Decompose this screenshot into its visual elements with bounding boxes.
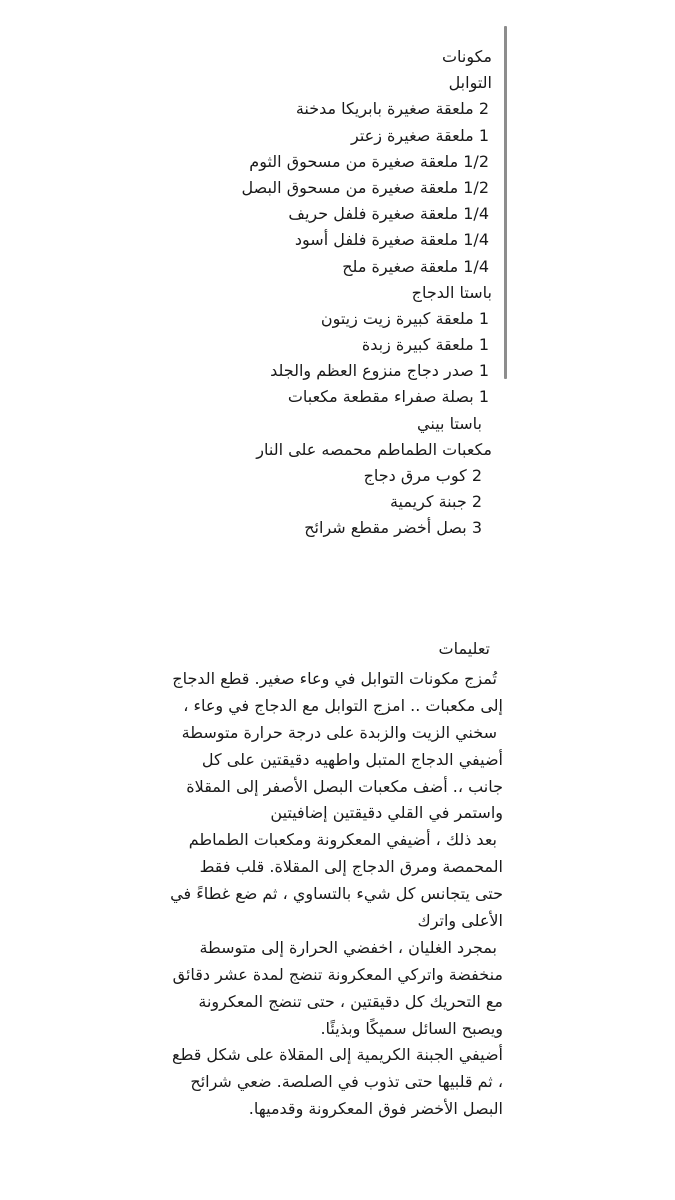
chicken-item: 1 ملعقة كبيرة زبدة <box>361 335 489 355</box>
instruction-line: ، ثم قلبيها حتى تذوب في الصلصة. ضعي شرائح <box>190 1072 503 1092</box>
instruction-line: البصل الأخضر فوق المعكرونة وقدميها. <box>248 1099 503 1119</box>
instruction-line: حتى يتجانس كل شيء بالتساوي ، ثم ضع غطاءً في <box>170 884 503 904</box>
instruction-line: مع التحريك كل دقيقتين ، حتى تنضج المعكرونة <box>198 991 503 1011</box>
other-item: 2 كوب مرق دجاج <box>363 466 482 485</box>
instruction-line: سخني الزيت والزبدة على درجة حرارة متوسطة <box>181 722 497 742</box>
instruction-line: واستمر في القلي دقيقتين إضافيتين <box>270 803 503 823</box>
instruction-line: بعد ذلك ، أضيفي المعكرونة ومكعبات الطماطم <box>188 830 497 850</box>
instruction-line: تُمزج مكونات التوابل في وعاء صغير. قطع الدجاج <box>172 669 497 688</box>
chicken-item: 1 بصلة صفراء مقطعة مكعبات <box>287 387 489 407</box>
other-item: 3 بصل أخضر مقطع شرائح <box>304 518 482 538</box>
instructions-body <box>131 666 503 1123</box>
chicken-item: 1 ملعقة كبيرة زيت زيتون <box>320 308 489 328</box>
chicken-item: 1 صدر دجاج منزوع العظم والجلد <box>270 361 489 381</box>
chicken-pasta-heading: باستا الدجاج <box>411 282 492 302</box>
spice-item: 1/4 ملعقة صغيرة ملح <box>342 256 489 276</box>
spice-item: 1/4 ملعقة صغيرة فلفل حريف <box>288 204 489 224</box>
instruction-line: إلى مكعبات .. امزج التوابل مع الدجاج في وعاء ، <box>183 695 503 715</box>
spice-item: 1 ملعقة صغيرة زعتر <box>351 125 489 145</box>
cropped-top-text <box>370 8 490 22</box>
instruction-line: جانب ،. أضف مكعبات البصل الأصفر إلى المقلاة <box>186 776 503 796</box>
instruction-line: الأعلى واترك <box>417 911 503 931</box>
other-item: 2 جبنة كريمية <box>389 492 482 512</box>
spice-item: 1/4 ملعقة صغيرة فلفل أسود <box>294 230 489 250</box>
spice-item: 2 ملعقة صغيرة بابريكا مدخنة <box>295 99 489 119</box>
instruction-line: منخفضة واتركي المعكرونة تنضج لمدة عشر دقائق <box>172 964 503 984</box>
spices-heading: التوابل <box>448 73 492 93</box>
spice-item: 1/2 ملعقة صغيرة من مسحوق البصل <box>241 177 489 197</box>
spice-item: 1/2 ملعقة صغيرة من مسحوق الثوم <box>249 151 489 171</box>
scrollbar[interactable] <box>504 26 507 379</box>
ingredients-title: مكونات <box>441 47 492 66</box>
instruction-line: ويصبح السائل سميكًا وبذيئًا. <box>320 1018 503 1038</box>
ingredients-list <box>241 44 492 542</box>
penne-heading: باستا بيني <box>417 413 482 433</box>
instruction-line: بمجرد الغليان ، اخفضي الحرارة إلى متوسطة <box>199 937 497 957</box>
instruction-line: أضيفي الجبنة الكريمية إلى المقلاة على شكل قطع <box>172 1045 503 1065</box>
tomatoes-line: مكعبات الطماطم محمصه على النار <box>256 439 492 459</box>
instruction-line: المحمصة ومرق الدجاج إلى المقلاة. قلب فقط <box>199 857 503 877</box>
instructions-title: تعليمات <box>438 639 490 658</box>
instruction-line: أضيفي الدجاج المتبل واطهيه دقيقتين على كل <box>201 749 503 769</box>
